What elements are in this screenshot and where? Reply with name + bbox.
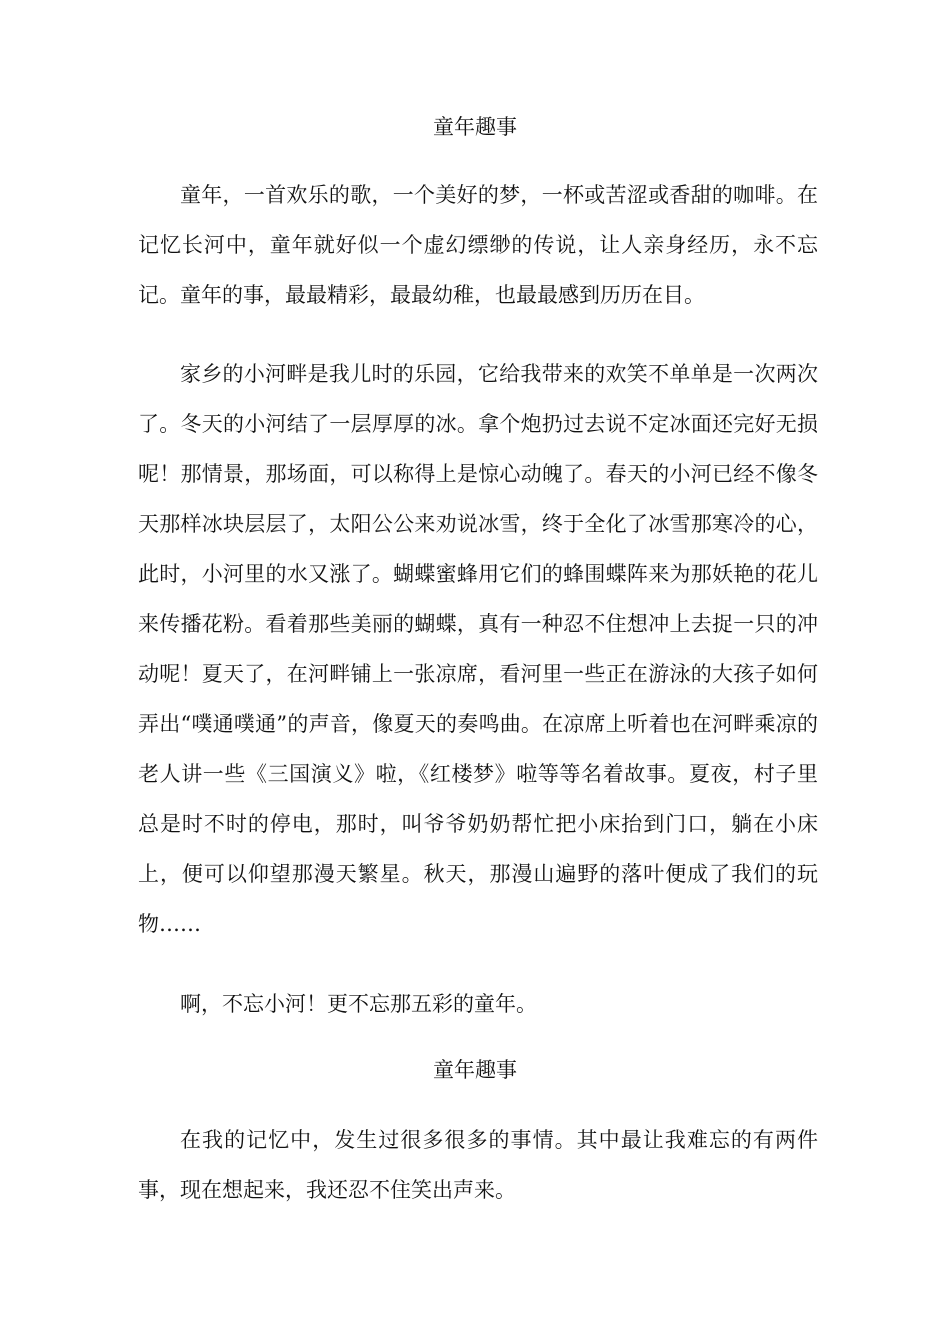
document-title: 童年趣事 (433, 115, 517, 139)
document-title: 童年趣事 (433, 1058, 517, 1082)
paragraph: 在我的记忆中，发生过很多很多的事情。其中最让我难忘的有两件事，现在想起来，我还忍不住笑出声来。 (138, 1128, 818, 1202)
paragraph: 啊，不忘小河！更不忘那五彩的童年。 (180, 992, 537, 1016)
paragraph: 家乡的小河畔是我儿时的乐园，它给我带来的欢笑不单单是一次两次了。冬天的小河结了一层厚厚的冰。拿个炮扔过去说不定冰面还完好无损呢！那情景，那场面，可以称得上是惊心动魄了。春天的小河已经不像冬天那样冰块层层了，太阳公公来劝说冰雪，终于全化了冰雪那寒冷的心，此时，小河里的水又涨了。蝴蝶蜜蜂用它们的蜂围蝶阵来为那妖艳的花儿来传播花粉。看着那些美丽的蝴蝶，真有一种忍不住想冲上去捉一只的冲动呢！夏天了，在河畔铺上一张凉席，看河里一些正在游泳的大孩子如何弄出“噗通噗通”的声音，像夏天的奏鸣曲。在凉席上听着也在河畔乘凉的老人讲一些《三国演义》啦，《红楼梦》啦等等名着故事。夏夜，村子里总是时不时的停电，那时，叫爷爷奶奶帮忙把小床抬到门口，躺在小床上，便可以仰望那漫天繁星。秋天，那漫山遍野的落叶便成了我们的玩物…… (138, 362, 818, 936)
paragraph: 童年，一首欢乐的歌，一个美好的梦，一杯或苦涩或香甜的咖啡。在记忆长河中，童年就好似一个虚幻缥缈的传说，让人亲身经历，永不忘记。童年的事，最最精彩，最最幼稚，也最最感到历历在目。 (138, 183, 818, 307)
